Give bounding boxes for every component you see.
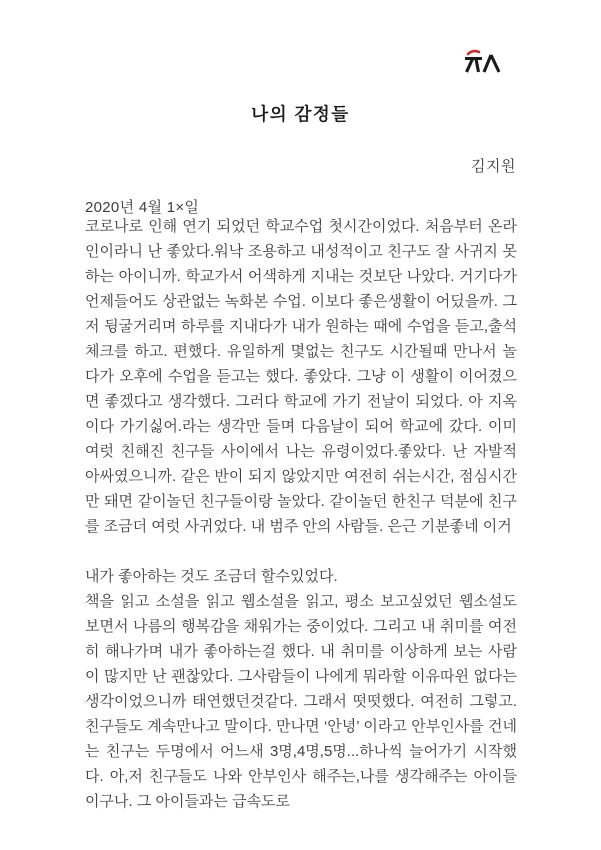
entry-date: 2020년 4월 1×일	[85, 199, 200, 216]
logo-siot-glyph	[484, 55, 499, 72]
paragraph-1: 코로나로 인해 연기 되었던 학교수업 첫시간이었다. 처음부터 온라인이라니 난 좋았다.워낙 조용하고 내성적이고 친구도 잘 사귀지 못하는 아이니까. 학교가서 어색하게 지내는 것보단 나았다. 거기다가 언제들어도 상관없는 녹화본 수업. 이보다 좋은생활이 어딨을까. 그저 뒹굴거리며 하루를 지내다가 내가 원하는 때에 수업을 듣고,출석체크를 하고. 편했다. 유일하게 몇없는 친구도 시간될때 만나서 놀다가 오후에 수업을 듣고는 했다. 좋았다. 그냥 이 생활이 이어졌으면 좋겠다고 생각했다. 그러다 학교에 가기 전날이 되었다. 아 지옥이다 가기싫어.라는 생각만 들며 다음날이 되어 학교에 갔다. 이미 여럿 친해진 친구들 사이에서 나는 유령이었다.좋았다. 난 자발적 아싸였으니까. 같은 반이 되지 않았지만 여전히 쉬는시간, 점심시간만 돼면 같이놀던 친구들이랑 놀았다. 같이놀던 한친구 덕분에 친구를 조금더 여럿 사귀었다. 내 범주 안의 사람들. 은근 기분좋네 이거	[85, 218, 517, 535]
logo-accent-stroke	[468, 51, 479, 54]
publisher-logo	[464, 49, 502, 75]
author-name: 김지원	[471, 158, 516, 175]
logo-icon	[464, 49, 502, 75]
paragraph-2: 내가 좋아하는 것도 조금더 할수있었다.	[85, 568, 338, 585]
body-text	[85, 214, 517, 814]
paragraph-3: 책을 읽고 소설을 읽고 웹소설을 읽고, 평소 보고싶었던 웹소설도 보면서 나름의 행복감을 채워가는 중이었다. 그리고 내 취미를 여전히 해나가며 내가 좋아하는걸 했다. 내 취미를 이상하게 보는 사람이 많지만 난 괜찮았다. 그사람들이 나에게 뭐라할 이유따윈 없다는 생각이었으니까 태연했던것같다. 그래서 떳떳했다. 여전히 그렇고. 친구들도 계속만나고 말이다. 만나면 ‘안녕’ 이라고 안부인사를 건네는 친구는 두명에서 어느새 3명,4명,5명...하나씩 늘어가기 시작했다. 아,저 친구들도 나와 안부인사 해주는,나를 생각해주는 아이들이구나. 그 아이들과는 급속도로	[85, 593, 517, 810]
document-title: 나의 감정들	[251, 104, 350, 124]
logo-jieut-glyph	[465, 59, 482, 73]
